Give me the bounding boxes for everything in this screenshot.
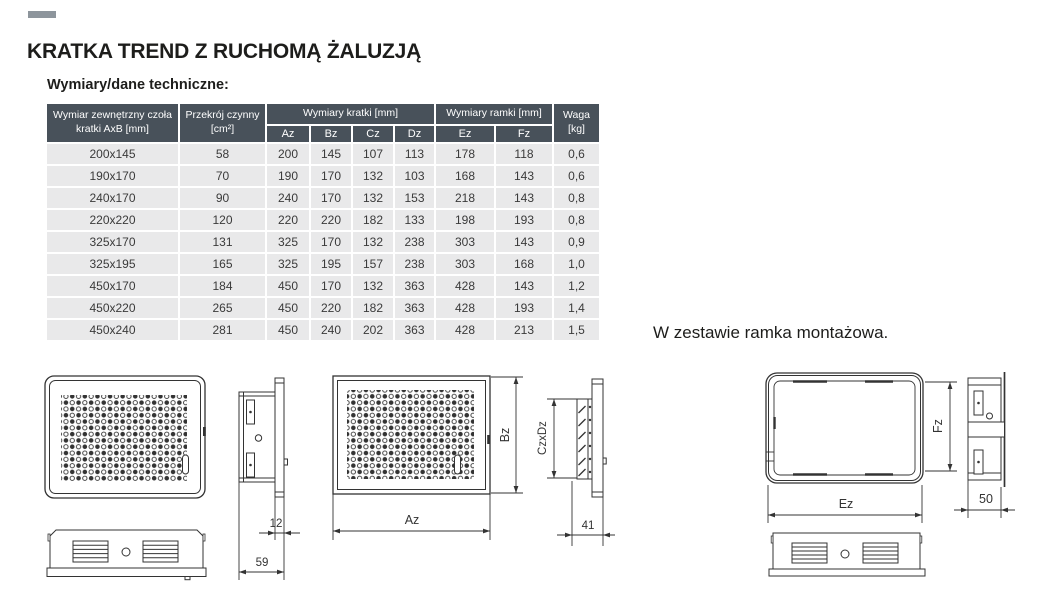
table-cell: 220: [311, 210, 351, 230]
page-title: KRATKA TREND Z RUCHOMĄ ŻALUZJĄ: [27, 40, 422, 64]
table-cell: 1,2: [554, 276, 599, 296]
table-cell: 303: [436, 254, 494, 274]
table-cell: 113: [395, 144, 434, 164]
table-cell: 170: [311, 188, 351, 208]
grille-side-view: [239, 378, 288, 497]
table-row: [47, 298, 599, 318]
table-cell: 0,8: [554, 210, 599, 230]
header-bz: Bz: [311, 126, 351, 142]
table-cell: 143: [496, 276, 552, 296]
table-row: [47, 276, 599, 296]
vent-slats: [73, 541, 108, 562]
table-cell: 184: [180, 276, 265, 296]
table-cell: 193: [496, 210, 552, 230]
table-cell: 107: [353, 144, 393, 164]
header-cz: Cz: [353, 126, 393, 142]
table-cell: 0,6: [554, 166, 599, 186]
dimension-59: [239, 557, 284, 574]
table-cell: 118: [496, 144, 552, 164]
screw-hole: [122, 548, 130, 556]
table-row: [47, 232, 599, 252]
edge-notch: [487, 435, 490, 444]
table-cell: 240: [267, 188, 309, 208]
table-cell: 428: [436, 276, 494, 296]
table-cell: 165: [180, 254, 265, 274]
table-cell: 450: [267, 320, 309, 340]
frame-bottom-view: [769, 533, 925, 576]
header-group-frame: Wymiary ramki [mm]: [436, 104, 552, 124]
table-cell: 132: [353, 276, 393, 296]
table-row: [47, 144, 599, 164]
table-cell: 170: [311, 276, 351, 296]
table-header-row: [47, 104, 599, 124]
table-cell: 202: [353, 320, 393, 340]
table-cell: 450x240: [47, 320, 178, 340]
table-cell: 238: [395, 254, 434, 274]
table-cell: 193: [496, 298, 552, 318]
dimension-az: [333, 494, 490, 540]
table-body: [47, 144, 599, 340]
table-cell: 325x195: [47, 254, 178, 274]
front-flange: [769, 569, 925, 576]
vent-slats: [863, 543, 898, 563]
dim-label-czdz: CzxDz: [537, 421, 549, 455]
dim-label-12: 12: [269, 518, 283, 530]
table-cell: 363: [395, 298, 434, 318]
section-marker-dash: [28, 11, 56, 18]
table-cell: 213: [496, 320, 552, 340]
table-cell: 450: [267, 298, 309, 318]
table-row: [47, 166, 599, 186]
header-fz: Fz: [496, 126, 552, 142]
table-cell: 240: [311, 320, 351, 340]
table-cell: 218: [436, 188, 494, 208]
table-cell: 58: [180, 144, 265, 164]
header-dz: Dz: [395, 126, 434, 142]
table-cell: 303: [436, 232, 494, 252]
table-cell: 363: [395, 320, 434, 340]
grille-front-view-dimensioned: [333, 376, 490, 494]
dimension-czdz: [537, 399, 577, 478]
table-cell: 190: [267, 166, 309, 186]
table-cell: 168: [436, 166, 494, 186]
table-cell: 182: [353, 210, 393, 230]
table-cell: 132: [353, 188, 393, 208]
header-az: Az: [267, 126, 309, 142]
dimension-41: [557, 481, 615, 546]
table-row: [47, 188, 599, 208]
table-cell: 1,5: [554, 320, 599, 340]
table-cell: 363: [395, 276, 434, 296]
table-cell: 178: [436, 144, 494, 164]
dim-label-ez: Ez: [838, 497, 854, 511]
dimension-fz: [925, 382, 957, 471]
drawing-grille-dimensions: [325, 368, 615, 600]
dim-label-50: 50: [979, 492, 993, 506]
vent-slats: [792, 543, 827, 563]
table-cell: 195: [311, 254, 351, 274]
table-cell: 325x170: [47, 232, 178, 252]
table-cell: 131: [180, 232, 265, 252]
table-cell: 220: [311, 298, 351, 318]
table-cell: 170: [311, 232, 351, 252]
grille-bottom-view: [47, 530, 206, 580]
table-header: [47, 104, 599, 142]
table-cell: 450: [267, 276, 309, 296]
drawing-mounting-frame: [760, 365, 1038, 590]
table-cell: 132: [353, 232, 393, 252]
table-cell: 281: [180, 320, 265, 340]
table-cell: 325: [267, 254, 309, 274]
table-cell: 120: [180, 210, 265, 230]
table-cell: 200: [267, 144, 309, 164]
table-cell: 90: [180, 188, 265, 208]
table-cell: 0,8: [554, 188, 599, 208]
table-cell: 200x145: [47, 144, 178, 164]
table-cell: 153: [395, 188, 434, 208]
table-cell: 103: [395, 166, 434, 186]
header-ez: Ez: [436, 126, 494, 142]
drawing-grille-views: [25, 368, 310, 600]
table-cell: 1,0: [554, 254, 599, 274]
dimension-bz: [491, 377, 523, 493]
table-row: [47, 320, 599, 340]
table-cell: 428: [436, 320, 494, 340]
vent-slats: [143, 541, 178, 562]
header-group-grille: Wymiary kratki [mm]: [267, 104, 434, 124]
screw-hole: [841, 550, 849, 558]
front-flange: [47, 568, 206, 577]
table-cell: 157: [353, 254, 393, 274]
dimensions-table: [45, 102, 601, 342]
table-cell: 0,6: [554, 144, 599, 164]
dim-label-bz: Bz: [498, 427, 512, 443]
table-cell: 220x220: [47, 210, 178, 230]
table-cell: 240x170: [47, 188, 178, 208]
table-cell: 190x170: [47, 166, 178, 186]
dim-label-az: Az: [404, 513, 420, 527]
table-cell: 70: [180, 166, 265, 186]
frame-side-view: [968, 372, 1005, 487]
table-cell: 265: [180, 298, 265, 318]
table-cell: 1,4: [554, 298, 599, 318]
table-cell: 450x170: [47, 276, 178, 296]
table-cell: 220: [267, 210, 309, 230]
table-cell: 143: [496, 166, 552, 186]
edge-notch: [203, 427, 206, 436]
louver-handle-slot: [455, 455, 461, 474]
table-cell: 170: [311, 166, 351, 186]
table-cell: 182: [353, 298, 393, 318]
louver-handle-slot: [183, 455, 189, 474]
table-cell: 143: [496, 188, 552, 208]
dimension-50: [954, 480, 1015, 518]
table-row: [47, 254, 599, 274]
table-cell: 133: [395, 210, 434, 230]
dim-label-59: 59: [255, 557, 269, 569]
section-subtitle: Wymiary/dane techniczne:: [47, 77, 229, 93]
table-cell: 325: [267, 232, 309, 252]
table-cell: 143: [496, 232, 552, 252]
table-cell: 198: [436, 210, 494, 230]
grille-front-view: [45, 376, 206, 498]
table-cell: 428: [436, 298, 494, 318]
mounting-frame-note: W zestawie ramka montażowa.: [653, 323, 889, 342]
header-outer-dimension: Wymiar zewnętrzny czoła kratki AxB [mm]: [47, 104, 178, 142]
table-cell: 132: [353, 166, 393, 186]
perforation-pattern: [61, 395, 187, 481]
dim-label-41: 41: [581, 520, 595, 532]
frame-front-view: [766, 373, 923, 483]
dimension-ez: [768, 485, 922, 523]
table-row: [47, 210, 599, 230]
louver-side-view: [577, 379, 606, 497]
dimension-12: [239, 482, 300, 580]
table-cell: 238: [395, 232, 434, 252]
dim-label-fz: Fz: [931, 419, 945, 433]
table-cell: 0,9: [554, 232, 599, 252]
table-cell: 450x220: [47, 298, 178, 318]
header-cross-section: Przekrój czynny [cm²]: [180, 104, 265, 142]
table-cell: 145: [311, 144, 351, 164]
table-cell: 168: [496, 254, 552, 274]
header-weight: Waga [kg]: [554, 104, 599, 142]
